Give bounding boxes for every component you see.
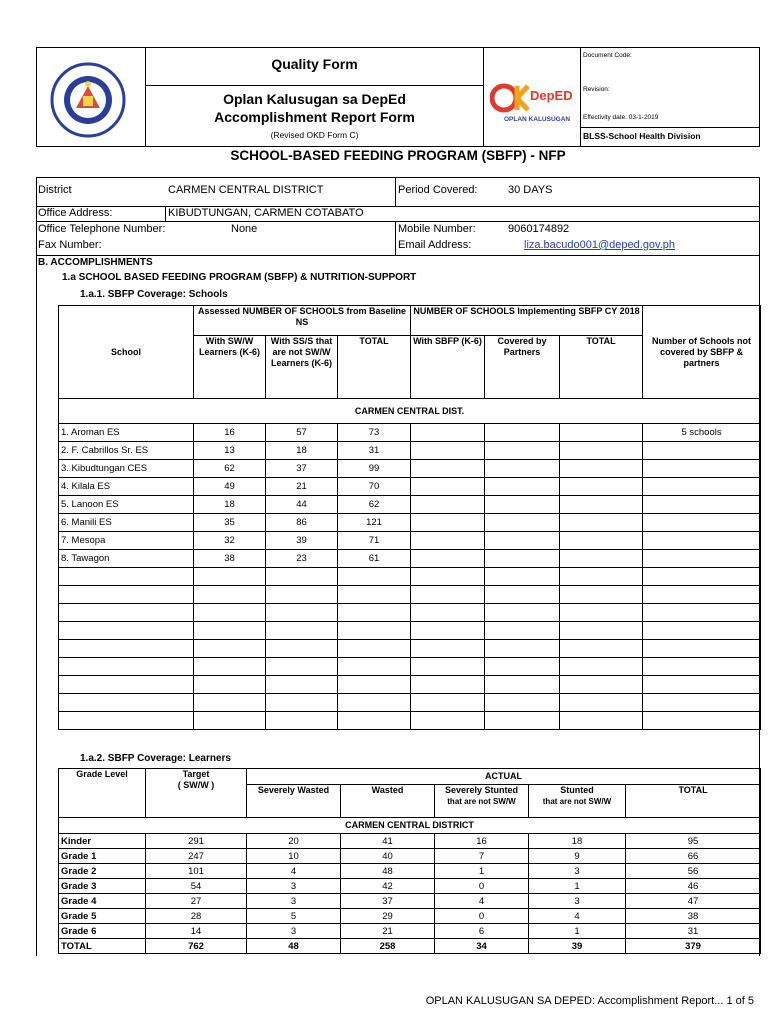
table-cell-partners	[485, 550, 560, 568]
section-1a1-title: 1.a.1. SBFP Coverage: Schools	[80, 289, 228, 300]
table-cell-total: 70	[338, 478, 411, 496]
district-value: CARMEN CENTRAL DISTRICT	[168, 184, 324, 196]
tel-label: Office Telephone Number:	[38, 223, 166, 235]
table-row	[59, 532, 761, 550]
divider	[36, 256, 37, 956]
blank-cell	[485, 676, 560, 694]
table-cell-sss: 37	[266, 460, 338, 478]
col-sev-stunted	[435, 785, 529, 818]
table-cell-sev-wasted: 5	[247, 909, 341, 924]
divider	[395, 221, 396, 256]
blank-table-row	[59, 694, 761, 712]
col-sww: With SW/W Learners (K-6)	[194, 336, 266, 399]
divider	[483, 47, 484, 147]
table-cell-sss: 86	[266, 514, 338, 532]
col-stunted	[529, 785, 626, 818]
table-cell-total: 31	[626, 924, 761, 939]
table-row	[59, 550, 761, 568]
col-with-sbfp: With SBFP (K-6)	[411, 336, 485, 399]
form-title-line1: Oplan Kalusugan sa DepEd	[223, 91, 406, 107]
blank-table-row	[59, 640, 761, 658]
blank-cell	[59, 712, 194, 730]
blank-cell	[338, 676, 411, 694]
table-row	[59, 496, 761, 514]
blank-cell	[194, 604, 266, 622]
blank-cell	[338, 640, 411, 658]
mobile-value: 9060174892	[508, 223, 570, 235]
okd-logo	[490, 80, 576, 124]
group-actual: ACTUAL	[247, 769, 761, 785]
table-cell-total: 61	[338, 550, 411, 568]
table-row	[59, 424, 761, 442]
blank-cell	[560, 622, 643, 640]
blank-cell	[485, 604, 560, 622]
blank-table-row	[59, 568, 761, 586]
table-cell-sww: 62	[194, 460, 266, 478]
table-cell-wasted: 21	[341, 924, 435, 939]
table-cell-not-covered: 5 schools	[643, 424, 761, 442]
district-row: CARMEN CENTRAL DISTRICT	[59, 818, 761, 834]
blank-cell	[338, 586, 411, 604]
table-cell-partners	[485, 442, 560, 460]
effectivity-date: Effectivity date: 03-1-2019	[583, 114, 659, 121]
table-row	[59, 879, 761, 894]
table-cell-sev-wasted: 20	[247, 834, 341, 849]
blank-cell	[485, 640, 560, 658]
table-cell-grade: Grade 6	[59, 924, 146, 939]
table-cell-sev-wasted: 3	[247, 894, 341, 909]
blank-cell	[59, 658, 194, 676]
table-row	[59, 894, 761, 909]
blank-cell	[643, 604, 761, 622]
col-total: TOTAL	[626, 785, 761, 818]
col-total2: TOTAL	[560, 336, 643, 399]
group-assessed: Assessed NUMBER OF SCHOOLS from Baseline NS	[194, 306, 411, 336]
table-cell-school: 1. Aroman ES	[59, 424, 194, 442]
table-cell-grade: Kinder	[59, 834, 146, 849]
blank-cell	[266, 676, 338, 694]
table-cell-total2	[560, 550, 643, 568]
table-cell-wasted: 48	[341, 864, 435, 879]
col-target-sub: ( SW/W )	[177, 780, 215, 790]
table-cell-sww: 18	[194, 496, 266, 514]
table-cell-partners	[485, 460, 560, 478]
blank-cell	[411, 694, 485, 712]
blank-cell	[411, 604, 485, 622]
table-cell-total2	[560, 424, 643, 442]
blank-cell	[194, 658, 266, 676]
blank-cell	[266, 622, 338, 640]
blank-cell	[485, 586, 560, 604]
col-sev-stunted-sub: that are not SW/W	[447, 797, 516, 806]
blank-cell	[411, 658, 485, 676]
table-cell-sww: 38	[194, 550, 266, 568]
address-label: Office Address:	[38, 207, 113, 219]
table-cell-grade: Grade 2	[59, 864, 146, 879]
blank-cell	[643, 622, 761, 640]
table-cell-sev-stunted: 7	[435, 849, 529, 864]
total-cell-total: 379	[626, 939, 761, 954]
mobile-label: Mobile Number:	[398, 223, 476, 235]
district-row: CARMEN CENTRAL DIST.	[59, 399, 761, 424]
table-cell-wasted: 42	[341, 879, 435, 894]
table-cell-not-covered	[643, 460, 761, 478]
table-cell-total: 47	[626, 894, 761, 909]
blank-cell	[266, 658, 338, 676]
blank-cell	[338, 658, 411, 676]
table-cell-total: 66	[626, 849, 761, 864]
col-school: School	[59, 306, 194, 399]
fax-label: Fax Number:	[38, 239, 102, 251]
deped-seal-logo	[50, 62, 126, 138]
table-cell-stunted: 18	[529, 834, 626, 849]
blank-cell	[338, 622, 411, 640]
table-cell-stunted: 3	[529, 894, 626, 909]
period-label: Period Covered:	[398, 184, 478, 196]
total-cell-sev-stunted: 34	[435, 939, 529, 954]
blank-cell	[266, 604, 338, 622]
table-cell-sev-stunted: 0	[435, 909, 529, 924]
table-row	[59, 909, 761, 924]
blank-cell	[194, 622, 266, 640]
table-cell-target: 54	[146, 879, 247, 894]
table-cell-sev-stunted: 1	[435, 864, 529, 879]
table-cell-stunted: 4	[529, 909, 626, 924]
table-cell-sww: 13	[194, 442, 266, 460]
table-cell-target: 101	[146, 864, 247, 879]
divider	[36, 221, 760, 222]
program-title: SCHOOL-BASED FEEDING PROGRAM (SBFP) - NFP	[230, 148, 566, 163]
table-cell-total: 38	[626, 909, 761, 924]
divider	[36, 206, 760, 207]
form-title-line2: Accomplishment Report Form	[214, 109, 415, 125]
blank-table-row	[59, 658, 761, 676]
table-cell-sev-stunted: 6	[435, 924, 529, 939]
address-value: KIBUDTUNGAN, CARMEN COTABATO	[168, 207, 364, 219]
blank-cell	[338, 694, 411, 712]
table-cell-stunted: 1	[529, 924, 626, 939]
table-cell-wasted: 37	[341, 894, 435, 909]
table-cell-wasted: 40	[341, 849, 435, 864]
blank-cell	[411, 568, 485, 586]
table-cell-not-covered	[643, 514, 761, 532]
blank-cell	[59, 640, 194, 658]
blank-cell	[643, 658, 761, 676]
divider	[395, 177, 396, 207]
blank-cell	[643, 586, 761, 604]
blank-cell	[266, 586, 338, 604]
blank-cell	[485, 622, 560, 640]
table-row	[59, 460, 761, 478]
table-cell-with-sbfp	[411, 550, 485, 568]
table-cell-total2	[560, 496, 643, 514]
table-cell-total: 46	[626, 879, 761, 894]
blank-cell	[411, 586, 485, 604]
blank-cell	[59, 586, 194, 604]
table-row	[59, 478, 761, 496]
table-cell-sev-wasted: 10	[247, 849, 341, 864]
blank-table-row	[59, 604, 761, 622]
table-cell-total: 31	[338, 442, 411, 460]
total-cell-grade: TOTAL	[59, 939, 146, 954]
section-b-title: B. ACCOMPLISHMENTS	[38, 257, 153, 268]
col-target	[146, 769, 247, 818]
table-row	[59, 849, 761, 864]
table-cell-school: 3. Kibudtungan CES	[59, 460, 194, 478]
table-cell-school: 4. Kilala ES	[59, 478, 194, 496]
table-cell-target: 28	[146, 909, 247, 924]
total-cell-sev-wasted: 48	[247, 939, 341, 954]
table-cell-partners	[485, 424, 560, 442]
table-cell-school: 7. Mesopa	[59, 532, 194, 550]
blank-cell	[485, 658, 560, 676]
table-cell-total2	[560, 514, 643, 532]
table-cell-not-covered	[643, 478, 761, 496]
table-row	[59, 924, 761, 939]
blank-cell	[560, 694, 643, 712]
blank-cell	[59, 622, 194, 640]
table-cell-grade: Grade 5	[59, 909, 146, 924]
table-cell-school: 8. Tawagon	[59, 550, 194, 568]
blank-cell	[59, 676, 194, 694]
table-cell-school: 2. F. Cabrillos Sr. ES	[59, 442, 194, 460]
table-cell-total: 99	[338, 460, 411, 478]
table-cell-partners	[485, 496, 560, 514]
table-cell-total: 62	[338, 496, 411, 514]
table-cell-sww: 16	[194, 424, 266, 442]
blank-cell	[411, 622, 485, 640]
blank-cell	[194, 640, 266, 658]
table-cell-sss: 21	[266, 478, 338, 496]
blank-cell	[560, 712, 643, 730]
period-value: 30 DAYS	[508, 184, 553, 196]
blank-cell	[485, 694, 560, 712]
blank-cell	[194, 676, 266, 694]
blank-cell	[411, 712, 485, 730]
blank-cell	[485, 568, 560, 586]
table-cell-wasted: 41	[341, 834, 435, 849]
blank-cell	[560, 586, 643, 604]
quality-form-title: Quality Form	[271, 56, 358, 72]
table-cell-sev-stunted: 0	[435, 879, 529, 894]
tel-value: None	[231, 223, 258, 235]
col-partners: Covered by Partners	[485, 336, 560, 399]
col-total: TOTAL	[338, 336, 411, 399]
table-cell-stunted: 1	[529, 879, 626, 894]
table-cell-sss: 18	[266, 442, 338, 460]
table-cell-sev-stunted: 16	[435, 834, 529, 849]
section-1a-title: 1.a SCHOOL BASED FEEDING PROGRAM (SBFP) & NUTRITION-SUPPORT	[62, 272, 417, 283]
table-cell-total: 121	[338, 514, 411, 532]
blank-table-row	[59, 586, 761, 604]
table-cell-total2	[560, 442, 643, 460]
table-cell-with-sbfp	[411, 532, 485, 550]
table-cell-sev-stunted: 4	[435, 894, 529, 909]
blank-cell	[643, 676, 761, 694]
blank-cell	[194, 712, 266, 730]
blank-cell	[59, 604, 194, 622]
blank-cell	[643, 694, 761, 712]
email-link[interactable]: liza.bacudo001@deped.gov.ph	[524, 239, 676, 251]
table-cell-school: 6. Manili ES	[59, 514, 194, 532]
table-cell-not-covered	[643, 550, 761, 568]
blank-cell	[194, 586, 266, 604]
table-cell-partners	[485, 514, 560, 532]
blank-cell	[643, 568, 761, 586]
blank-cell	[560, 640, 643, 658]
col-stunted-label: Stunted	[560, 785, 594, 795]
division-label: BLSS-School Health Division	[583, 131, 701, 141]
blank-cell	[338, 604, 411, 622]
blank-cell	[560, 604, 643, 622]
total-cell-wasted: 258	[341, 939, 435, 954]
table-cell-stunted: 3	[529, 864, 626, 879]
schools-coverage-table	[58, 305, 761, 730]
table-cell-sss: 44	[266, 496, 338, 514]
blank-cell	[59, 568, 194, 586]
table-cell-target: 14	[146, 924, 247, 939]
table-cell-school: 5. Lanoon ES	[59, 496, 194, 514]
page-footer: OPLAN KALUSUGAN SA DEPED: Accomplishment Report... 1 of 5	[425, 995, 754, 1007]
blank-cell	[266, 694, 338, 712]
blank-cell	[194, 568, 266, 586]
table-cell-sss: 57	[266, 424, 338, 442]
col-target-label: Target	[182, 769, 210, 779]
blank-cell	[560, 676, 643, 694]
total-cell-target: 762	[146, 939, 247, 954]
blank-table-row	[59, 622, 761, 640]
form-subtitle: (Revised OKD Form C)	[270, 130, 359, 140]
table-cell-with-sbfp	[411, 424, 485, 442]
table-cell-total: 56	[626, 864, 761, 879]
blank-cell	[643, 640, 761, 658]
document-code-label: Document Code:	[583, 52, 632, 59]
blank-cell	[560, 658, 643, 676]
table-cell-partners	[485, 478, 560, 496]
table-cell-stunted: 9	[529, 849, 626, 864]
table-cell-total: 95	[626, 834, 761, 849]
col-sev-stunted-label: Severely Stunted	[444, 785, 519, 795]
blank-cell	[194, 694, 266, 712]
blank-cell	[643, 712, 761, 730]
table-row	[59, 864, 761, 879]
table-row	[59, 442, 761, 460]
col-sev-wasted: Severely Wasted	[247, 785, 341, 818]
table-cell-with-sbfp	[411, 514, 485, 532]
table-cell-with-sbfp	[411, 478, 485, 496]
district-label: District	[38, 184, 72, 196]
blank-cell	[266, 712, 338, 730]
table-cell-not-covered	[643, 532, 761, 550]
email-label: Email Address:	[398, 239, 472, 251]
col-not-covered: Number of Schools not covered by SBFP & partners	[643, 306, 761, 399]
table-row	[59, 514, 761, 532]
table-cell-not-covered	[643, 442, 761, 460]
table-cell-grade: Grade 1	[59, 849, 146, 864]
table-cell-sss: 23	[266, 550, 338, 568]
divider	[145, 85, 483, 86]
blank-cell	[338, 568, 411, 586]
col-stunted-sub: that are not SW/W	[542, 797, 612, 806]
table-cell-total2	[560, 532, 643, 550]
blank-cell	[266, 568, 338, 586]
table-cell-sww: 49	[194, 478, 266, 496]
blank-cell	[59, 694, 194, 712]
table-cell-sss: 39	[266, 532, 338, 550]
table-cell-with-sbfp	[411, 442, 485, 460]
section-1a2-title: 1.a.2. SBFP Coverage: Learners	[80, 753, 231, 764]
group-implementing: NUMBER OF SCHOOLS Implementing SBFP CY 2018	[411, 306, 643, 336]
table-cell-with-sbfp	[411, 460, 485, 478]
blank-table-row	[59, 676, 761, 694]
table-cell-target: 27	[146, 894, 247, 909]
blank-cell	[266, 640, 338, 658]
table-cell-total2	[560, 478, 643, 496]
table-cell-sev-wasted: 3	[247, 924, 341, 939]
table-cell-sev-wasted: 3	[247, 879, 341, 894]
table-cell-target: 247	[146, 849, 247, 864]
blank-cell	[485, 712, 560, 730]
col-sss: With SS/S that are not SW/W Learners (K-6)	[266, 336, 338, 399]
table-cell-grade: Grade 3	[59, 879, 146, 894]
blank-cell	[411, 640, 485, 658]
table-cell-sww: 35	[194, 514, 266, 532]
blank-cell	[560, 568, 643, 586]
table-row	[59, 834, 761, 849]
table-cell-with-sbfp	[411, 496, 485, 514]
divider	[165, 206, 166, 221]
table-cell-wasted: 29	[341, 909, 435, 924]
divider	[580, 47, 581, 147]
svg-text:OPLAN KALUSUGAN: OPLAN KALUSUGAN	[504, 116, 571, 123]
total-cell-stunted: 39	[529, 939, 626, 954]
divider	[580, 127, 760, 128]
learners-coverage-table	[58, 768, 761, 954]
table-cell-not-covered	[643, 496, 761, 514]
table-cell-sev-wasted: 4	[247, 864, 341, 879]
blank-cell	[338, 712, 411, 730]
revision-label: Revision:	[583, 86, 610, 93]
col-grade: Grade Level	[59, 769, 146, 818]
table-cell-total: 73	[338, 424, 411, 442]
table-cell-grade: Grade 4	[59, 894, 146, 909]
blank-table-row	[59, 712, 761, 730]
svg-text:DepED: DepED	[530, 88, 573, 103]
col-wasted: Wasted	[341, 785, 435, 818]
table-cell-sww: 32	[194, 532, 266, 550]
blank-cell	[411, 676, 485, 694]
table-cell-partners	[485, 532, 560, 550]
table-cell-target: 291	[146, 834, 247, 849]
total-row	[59, 939, 761, 954]
table-cell-total: 71	[338, 532, 411, 550]
table-cell-total2	[560, 460, 643, 478]
